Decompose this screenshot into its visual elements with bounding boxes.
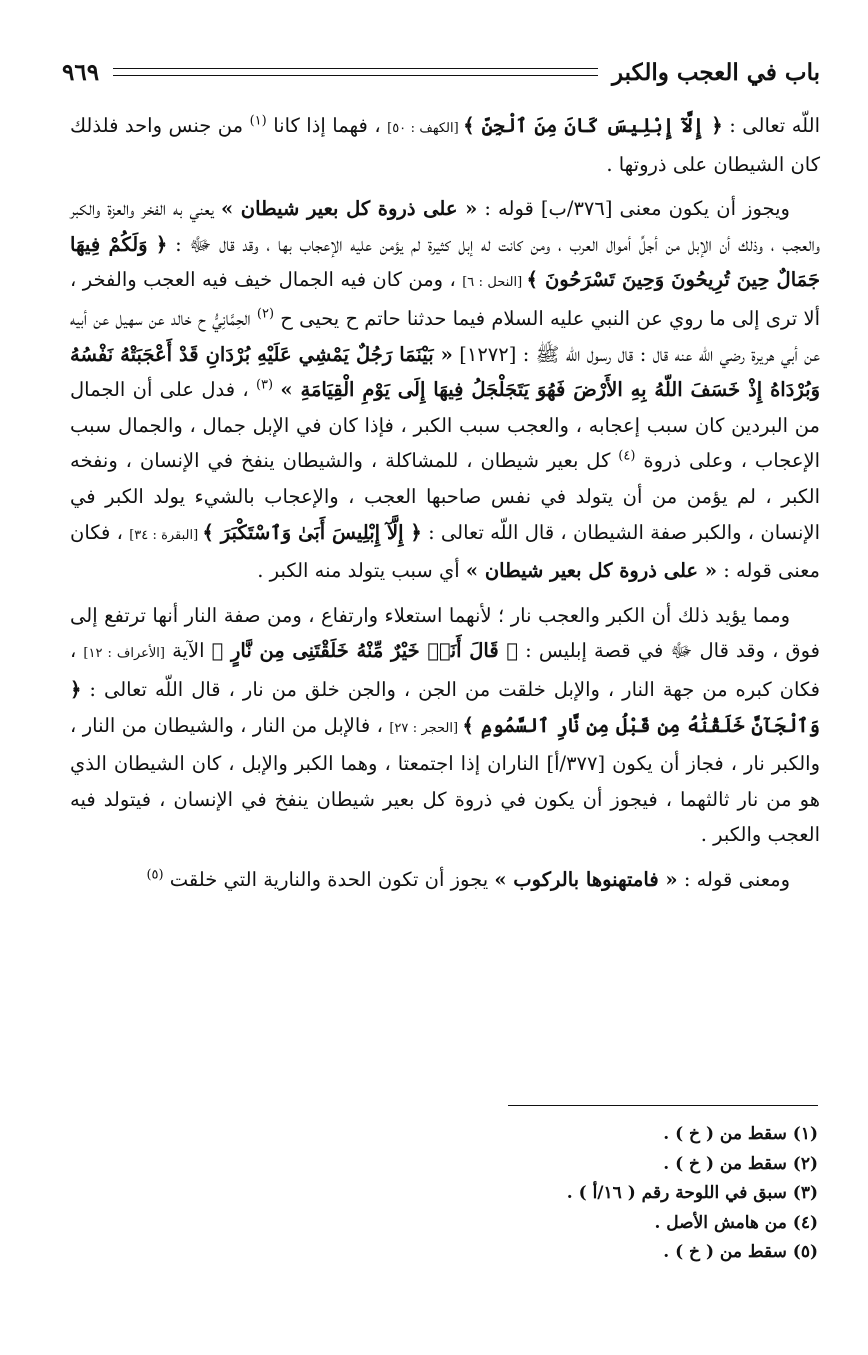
verse-reference: [البقرة : ٣٤] [129,527,203,543]
text-run: الآية [164,639,212,663]
text-run: ، فكان معنى قوله : [70,520,820,583]
text-run: ومعنى قوله : [677,867,790,891]
paragraph [70,108,820,182]
paragraph [70,191,820,589]
body-text [70,108,820,906]
footnote-marker: (١) [249,113,267,129]
verse-reference: [الكهف : ٥٠] [387,121,464,136]
quran-verse: ﴿ إِلَّآ إِبْلِيسَ أَبَىٰ وَٱسْتَكْبَرَ ﴾ [202,520,422,544]
quran-verse: ﴿ إِلَّآ إِبْلِيسَ كَانَ مِنَ ٱلْجِنِّ ﴾ [463,114,723,137]
text-run: اللّه تعالى : [722,114,820,137]
footnote-marker: (٣) [255,377,274,393]
text-run: كل بعير شيطان ، للمشاكلة ، والشيطان ينفخ في الإنسان ، ونفخه الكبر ، لم يؤمن من أن يتولد في نفس صاحبها العجب ، والإعجاب بالشيء يولد الكبر في الإنسان ، والكبر صفة الشيطان ، قال اللّه تعالى : [70,449,821,544]
verse-reference: [النحل : ٦] [462,275,527,291]
hadith-text: « على ذروة كل بعير شيطان » [220,197,478,221]
quran-verse: ﴿ وَلَكُمْ فِيهَا جَمَالٌ حِينَ تُرِيحُونَ وَحِينَ تَسْرَحُونَ ﴾ [70,232,820,292]
text-run: يجوز أن تكون الحدة والنارية التي خلقت [163,867,495,891]
text-run: أي سبب يتولد منه الكبر . [257,559,466,583]
footnote-item: (١) سقط من ( خ ) . [663,1124,818,1144]
text-run: ومما يؤيد ذلك أن الكبر والعجب نار ؛ لأنهما استعلاء وارتفاع ، ومن صفة النار أنها ترتفع إلى فوق ، وقد قال ﷻ في قصة إبليس : [70,603,820,663]
verse-reference: [الحجر : ٢٧] [389,720,463,736]
chapter-title: باب في العجب والكبر [611,58,820,86]
text-run: الحِمَّانِيُّ ح خالد عن سهيل عن أبيه عن أبي هريرة رضي الله عنه قال : قال رسول اللّه ﷺ : [١٢٧٢] [70,306,820,366]
paragraph [70,598,820,853]
quran-verse: ﴿ قَالَ أَنَا۠ خَيْرٌ مِّنْهُ خَلَقْتَنِى مِن نَّارٍ ﴾ [211,639,519,663]
page-header [62,52,820,92]
text-run: ويجوز أن يكون معنى [٣٧٦/ب] قوله : [477,197,790,221]
text-run: ، فكان كبره من جهة النار ، والإبل خلقت من الجن ، والجن خلق من نار ، قال اللّه تعالى : [70,639,820,701]
text-run: من جنس واحد فلذلك كان الشيطان على ذروتها . [70,114,820,176]
footnote-marker: (٢) [256,306,275,322]
text-run: ، ومن كان فيه الجمال خيف فيه العجب والفخر ، ألا ترى إلى ما روي عن النبي عليه السلام فيما حدثنا حاتم ح يحيى ح [70,268,820,330]
header-rule [113,68,598,76]
verse-reference: [الأعراف : ١٢] [83,646,165,662]
text-run: يعني به الفخر والعزة والكبر والعجب ، وذلك أن الإبل من أجلِّ أموال العرب ، ومن كانت له إبل كثيرة لم يؤمن عليه الإعجاب بها ، وقد قال ﷻ : [70,197,820,256]
footnote-item: (٤) من هامش الأصل . [654,1212,818,1233]
footnote-item: (٢) سقط من ( خ ) . [663,1153,818,1174]
hadith-text: « على ذروة كل بعير شيطان » [465,559,718,583]
hadith-text: « بَيْنَمَا رَجُلٌ يَمْشِي عَلَيْهِ بُرْدَانِ قَدْ أَعْجَبَتْهُ نَفْسُهُ وَبُرْدَاهُ إِذْ خَسَفَ اللّهُ بِهِ الأَرْضَ فَهُوَ يَتَجَلْجَلُ فِيهَا إِلَى يَوْمِ الْقِيَامَةِ » [70,342,821,402]
page-number: ٩٦٩ [62,58,100,86]
footnote-marker: (٤) [618,448,636,464]
paragraph [70,862,820,898]
footnotes [300,1120,818,1268]
text-run: ، فهما إذا كانا [266,114,388,137]
text-run: ، فالإبل من النار ، والشيطان من النار ، والكبر نار ، فجاز أن يكون [٣٧٧/أ] الناران إذا اجتمعتا ، وهما الكبر والإبل ، كان الشيطان الذي هو من نار ثالثهما ، فيجوز أن يكون في ذروة كل بعير شيطان ينفخ في الإنسان ، فيتولد فيه العجب والكبر . [70,713,820,847]
footnote-item: (٣) سبق في اللوحة رقم ( ١٦/أ ) . [566,1183,818,1203]
hadith-text: « فامتهنوها بالركوب » [494,867,678,891]
quran-verse: ﴿ وَٱلْجَآنَّ خَلَقْنَٰهُ مِن قَبْلُ مِن نَّارِ ٱلسَّمُومِ ﴾ [70,677,820,737]
footnote-marker: (٥) [146,867,164,883]
footnote-item: (٥) سقط من ( خ ) . [663,1242,818,1262]
footnote-separator [508,1105,818,1106]
text-run: ، فدل على أن الجمال من البردين كان سبب إعجابه ، والعجب سبب الكبر ، فإذا كان في الإبل جمال ، والجمال سبب الإعجاب ، وعلى ذروة [70,378,820,473]
